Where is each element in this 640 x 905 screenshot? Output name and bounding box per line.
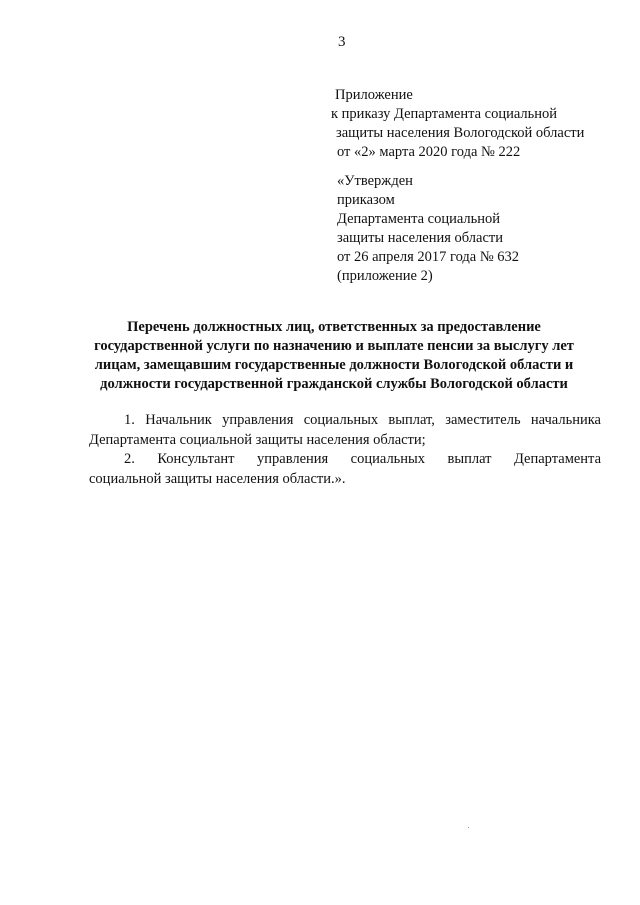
list-item-text: Начальник управления социальных выплат, заместитель начальника bbox=[145, 412, 601, 428]
document-title bbox=[78, 318, 590, 394]
approval-line: приказом bbox=[337, 192, 395, 208]
approval-line: от 26 апреля 2017 года № 632 bbox=[337, 249, 520, 265]
list-item-number: 1. bbox=[124, 412, 135, 428]
appendix-header bbox=[331, 86, 584, 162]
appendix-line: от «2» марта 2020 года № 222 bbox=[337, 144, 521, 160]
title-line: государственной услуги по назначению и выплате пенсии за выслугу лет bbox=[94, 338, 574, 354]
list-item-number: 2. bbox=[124, 451, 135, 467]
appendix-line: защиты населения Вологодской области bbox=[336, 125, 585, 141]
list-item bbox=[89, 450, 601, 489]
list-item-first-line bbox=[89, 450, 601, 470]
approval-line: Департамента социальной bbox=[337, 211, 501, 227]
list-item bbox=[89, 411, 601, 450]
title-line: должности государственной гражданской службы Вологодской области bbox=[100, 376, 568, 392]
list-item-continuation: Департамента социальной защиты населения области; bbox=[89, 431, 426, 448]
title-line: лицам, замещавшим государственные должности Вологодской области и bbox=[94, 357, 574, 373]
list-item-continuation: социальной защиты населения области.». bbox=[89, 470, 346, 487]
approval-line: (приложение 2) bbox=[337, 268, 433, 284]
page-number: 3 bbox=[338, 34, 346, 50]
appendix-line: к приказу Департамента социальной bbox=[331, 106, 558, 122]
approval-line: защиты населения области bbox=[337, 230, 503, 246]
appendix-line: Приложение bbox=[335, 87, 413, 103]
approval-line: «Утвержден bbox=[337, 173, 413, 189]
approval-block bbox=[337, 172, 519, 286]
officials-list bbox=[89, 411, 601, 489]
list-item-first-line bbox=[89, 411, 601, 431]
list-item-text: Консультант управления социальных выплат Департамента bbox=[157, 451, 602, 467]
scan-speck bbox=[468, 827, 469, 828]
title-line: Перечень должностных лиц, ответственных за предоставление bbox=[127, 319, 541, 335]
